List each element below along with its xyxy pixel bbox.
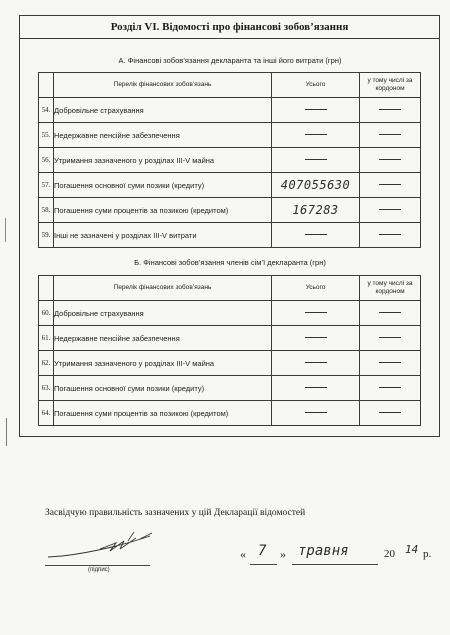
row-total: [272, 98, 360, 123]
row-abroad: [360, 148, 421, 173]
empty-dash: [305, 312, 327, 313]
table-row: [39, 326, 421, 351]
row-label: Інші не зазначені у розділах III-V витрати: [54, 223, 272, 248]
row-label: Погашення основної суми позики (кредиту): [54, 173, 272, 198]
empty-dash: [379, 134, 401, 135]
binder-mark: [5, 218, 10, 242]
row-total: [272, 401, 360, 426]
row-number: 55.: [39, 123, 54, 148]
row-number: 58.: [39, 198, 54, 223]
row-abroad: [360, 326, 421, 351]
table-row: [39, 401, 421, 426]
row-label: Погашення суми процентів за позикою (кредитом): [54, 401, 272, 426]
day-line: [250, 564, 277, 565]
table-row: [39, 98, 421, 123]
row-total: [272, 198, 360, 223]
row-abroad: [360, 301, 421, 326]
table-a: [38, 72, 421, 248]
table-row: [39, 301, 421, 326]
table-b: [38, 275, 421, 426]
row-abroad: [360, 376, 421, 401]
row-abroad: [360, 123, 421, 148]
row-total: [272, 123, 360, 148]
row-label: Утримання зазначеного у розділах III-V майна: [54, 351, 272, 376]
date-open-quote: «: [240, 547, 246, 561]
row-total: [272, 301, 360, 326]
row-total: [272, 376, 360, 401]
year-abbreviation: р.: [423, 548, 432, 560]
abroad-header: у тому числі за кордоном: [360, 73, 421, 98]
row-label: Добровільне страхування: [54, 98, 272, 123]
row-label: Недержавне пенсійне забезпечення: [54, 123, 272, 148]
num-header: [39, 73, 54, 98]
declaration-statement: Засвідчую правильність зазначених у цій Декларації відомостей: [45, 508, 306, 518]
empty-dash: [379, 109, 401, 110]
row-abroad: [360, 173, 421, 198]
table-a-header: [39, 73, 421, 98]
row-abroad: [360, 223, 421, 248]
num-header: [39, 276, 54, 301]
row-total: [272, 351, 360, 376]
empty-dash: [379, 209, 401, 210]
abroad-header: у тому числі за кордоном: [360, 276, 421, 301]
row-total: [272, 326, 360, 351]
row-number: 61.: [39, 326, 54, 351]
empty-dash: [305, 362, 327, 363]
row-abroad: [360, 351, 421, 376]
signature-line: [45, 565, 150, 566]
total-header: Усього: [272, 73, 360, 98]
date-month: травня: [298, 543, 349, 559]
row-total: [272, 148, 360, 173]
row-abroad: [360, 401, 421, 426]
empty-dash: [305, 159, 327, 160]
table-row: [39, 123, 421, 148]
empty-dash: [379, 362, 401, 363]
row-number: 59.: [39, 223, 54, 248]
row-number: 62.: [39, 351, 54, 376]
section-title: Розділ VI. Відомості про фінансові зобов’язання: [19, 15, 440, 39]
row-label: Утримання зазначеного у розділах III-V майна: [54, 148, 272, 173]
signature-label: (підпис): [88, 567, 110, 573]
row-number: 60.: [39, 301, 54, 326]
empty-dash: [305, 387, 327, 388]
row-number: 63.: [39, 376, 54, 401]
table-row: [39, 198, 421, 223]
table-b-caption: Б. Фінансові зобов’язання членів сім’ї декларанта (грн): [134, 258, 326, 267]
table-row: [39, 351, 421, 376]
row-label: Добровільне страхування: [54, 301, 272, 326]
table-row: [39, 223, 421, 248]
row-label: Недержавне пенсійне забезпечення: [54, 326, 272, 351]
empty-dash: [305, 134, 327, 135]
total-header: Усього: [272, 276, 360, 301]
row-label: Погашення основної суми позики (кредиту): [54, 376, 272, 401]
table-row: [39, 376, 421, 401]
year-suffix-handwritten: 14: [405, 543, 419, 556]
empty-dash: [305, 109, 327, 110]
handwritten-amount: 407055630: [280, 178, 351, 192]
date-close-quote: »: [280, 547, 286, 561]
handwritten-amount: 167283: [292, 203, 339, 217]
empty-dash: [379, 159, 401, 160]
row-number: 54.: [39, 98, 54, 123]
row-number: 64.: [39, 401, 54, 426]
empty-dash: [379, 387, 401, 388]
row-label: Погашення суми процентів за позикою (кредитом): [54, 198, 272, 223]
row-abroad: [360, 198, 421, 223]
row-total: [272, 173, 360, 198]
table-a-caption: А. Фінансові зобов’язання декларанта та інші його витрати (грн): [118, 56, 342, 65]
row-total: [272, 223, 360, 248]
empty-dash: [305, 234, 327, 235]
table-row: [39, 148, 421, 173]
item-header: Перелік фінансових зобов’язань: [54, 73, 272, 98]
year-prefix: 20: [384, 548, 395, 560]
empty-dash: [305, 412, 327, 413]
empty-dash: [379, 337, 401, 338]
signature-mark: [40, 527, 170, 567]
empty-dash: [379, 312, 401, 313]
row-abroad: [360, 98, 421, 123]
table-row: [39, 173, 421, 198]
empty-dash: [305, 337, 327, 338]
row-number: 57.: [39, 173, 54, 198]
item-header: Перелік фінансових зобов’язань: [54, 276, 272, 301]
table-b-header: [39, 276, 421, 301]
empty-dash: [379, 234, 401, 235]
empty-dash: [379, 412, 401, 413]
empty-dash: [379, 184, 401, 185]
row-number: 56.: [39, 148, 54, 173]
month-line: [292, 564, 378, 565]
date-day: 7: [258, 543, 267, 559]
binder-mark: [6, 418, 11, 446]
